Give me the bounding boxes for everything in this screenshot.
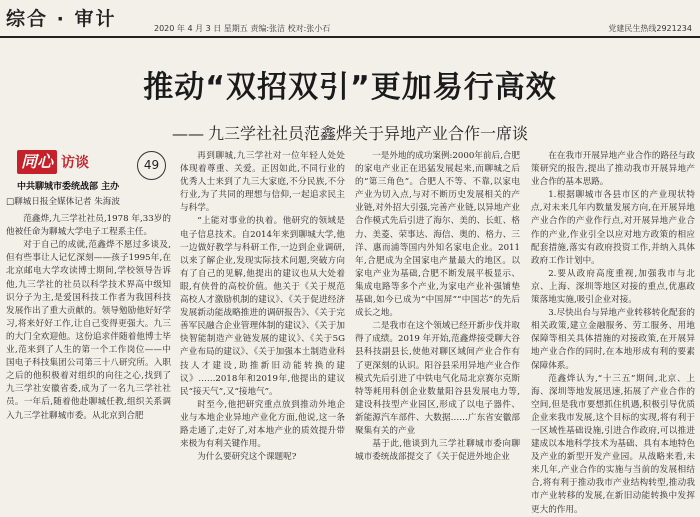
byline: □聊城日报全媒体记者 朱海波 [6,197,120,207]
text-column-4 [531,150,695,515]
text-column-2 [180,150,345,463]
text-column-1 [6,196,171,441]
paragraph: 3.尽快出台与异地产业转移转化配套的相关政策,建立金融服务、劳工服务、用地保障等相关具体措施的对接政策,在开展异地产业合作的同时,在本地形成有利的要素保障体系。 [531,308,695,371]
paragraph: 再到聊城,九三学社对一位年轻人处处体现着尊重、关爱。正因如此,不同行业的优秀人士来到了九三大家庭,不分民族,不分行业,为了共同的理想与信仰,一起追求民主与科学。 [180,151,345,214]
subtitle-dash: —— [171,124,204,143]
column-name: 访谈 [61,155,89,171]
issue-number-badge: 49 [137,151,166,180]
paragraph: 二是我市在这个领域已经开新步伐并取得了成绩。2019 年开始,范鑫烨接受聊大谷县科技副县长,使他对聊区域间产业合作有了更深刻的认识。阳谷县采用异地产业合作模式先后引进了中铁电气化局北京赛尔克斯特等耗用科创企业数量阳谷县发展电力等,建设科技型产业园区,形成了以电子器件、新能源汽车部件、大数据……广东省安徽部聚集有关的产业 [355,321,520,436]
paragraph: 基于此,他谈到九三学社聊城市委向聊城市委统战部提交了《关于促进外地企业 [355,439,520,463]
paragraph: 一是外地的成功案例:2000年前后,合肥的家电产业正在迅猛发展起来,而聊城之后的“第三角色”。合肥人不等、不靠,以家电产业为切入点,与对不断历史发展相关的产业链,对外招大引强,完善产业链,以异地产业合作模式先后引进了海尔、美的、长虹、格力、美菱、荣事达、海信、奥的、格力、三洋、惠而浦等国内外知名家电企业。2011年,合肥成为全国家电产量最大的地区。以家电产业为基础,合肥不断发展平板显示、集成电路等多个产业,为家电产业补强铺垫基础,如今已成为“中国屏”“中国芯”的先后成长之地。 [355,151,520,319]
paragraph: 1.根据聊城市各县市区的产业现状特点,对未来几年内数量发展方向,在开展异地产业合作的产业作行点,对开展异地产业合作的产业,作业引全以应对地方政策的相应配套措施,落实有政府投资工作,并纳入具体政府工作计划中。 [531,190,695,266]
section-name: 综合 · 审计 [6,8,117,30]
paragraph: 2.要从政府高度重视,加强我市与北京、上海、深圳等地区对接的重点,优惠政策落地实施,吸引企业对接。 [531,268,695,306]
paragraph: 在在我市开展异地产业合作的路径与政策研究的报告,提出了推动我市开展异地产业合作的基本思路。 [531,151,695,188]
article-subtitle [0,121,700,144]
header-rule [0,36,700,38]
hotline: 党建民生热线2921234 [608,24,692,33]
column-logo: 同心 [17,150,57,174]
paragraph: “上能对事业的执着。他研究的领域是电子信息技术。自2014年来到聊城大学,他一边做好教学与科研工作,一边到企业调研,以来了解企业,发现实际技术问题,突破方向有了自己的见解,他提出的建议也从大处着眼,有侠骨的高校价值。他关于《关于规范高校人才激励机制的建议》、《关于促进经济发展新动能战略推进的调研报告》、《关于完善军民融合企业管理体制的建议》、《关于加快智能制造产业链发展的建议》、《关于5G产业布局的建议》、《关于加强本土制造业科技人才建设,助推新旧动能转换的建议》……2018年和2019年,他提出的建议民“接天气”,又“接地气”。 [180,216,345,397]
column-sponsor: 中共聊城市委统战部 主办 [17,182,120,192]
paragraph: 范鑫烨认为,“十三五”期间,北京、上海、深圳等地发展迅速,拓展了产业合作的空间,但是我市要想抓住机遇,积极引导优质企业来我市发展,这个目标的实现,将有利于一区域性基础设施,引进合作政府,可以推进建成以本地科学技术为基础、具有本地特色及产业的新型开发产业园。从战略来看,未来几年,产业合作的实施与当前的发展相结合,将有利于推动我市产业结构转型,推动我市产业转移的发展,在新旧动能转换中发挥更大的作用。 [531,373,695,515]
text-column-3 [355,150,520,463]
paragraph: 对于自己的成就,范鑫烨不愿过多谈及,但有些事让人记忆深刻——孩子1995年,在北京邮电大学攻读博士期间,学校领导告诉他,九三学社的社员以科学技术界高中级知识分子为主,是爱国科技工作者为我国科技发展作出了重大贡献的。领导勉励他好好学习,将来好好工作,让自己变得更强大。九三的大门全欢迎他。这份追求伴随着他博士毕业,范来到了人生的第一个工作岗位——中国电子科技集团公司第三十八研究所。入职之后的他积极着对组织的向往之心,找到了九三学社安徽省委,成为了一名九三学社社员。一年后,随着他赴聊城任教,组织关系调入九三学社聊城市委。从北京到合肥 [6,240,171,421]
article-title: 推动“双招双引”更加易行高效 [143,70,557,105]
issue-meta: 2020 年 4 月 3 日 星期五 责编:张洁 校对:张小石 [154,24,331,33]
paragraph: 范鑫烨,九三学社社员,1978 年,33岁的他被任命为聊城大学电子工程系主任。 [6,214,171,238]
paragraph: 时至今,他把研究重点放到推动外地企业与本地企业异地产业化方面,他说,这一条路走通了,走好了,对本地产业的质效提升带来极为有利关键作用。 [180,399,345,450]
paragraph: 为什么要研究这个课题呢? [197,452,297,463]
subtitle-text: 九三学社社员范鑫烨关于异地产业合作一席谈 [207,124,528,143]
page-header [0,0,700,37]
